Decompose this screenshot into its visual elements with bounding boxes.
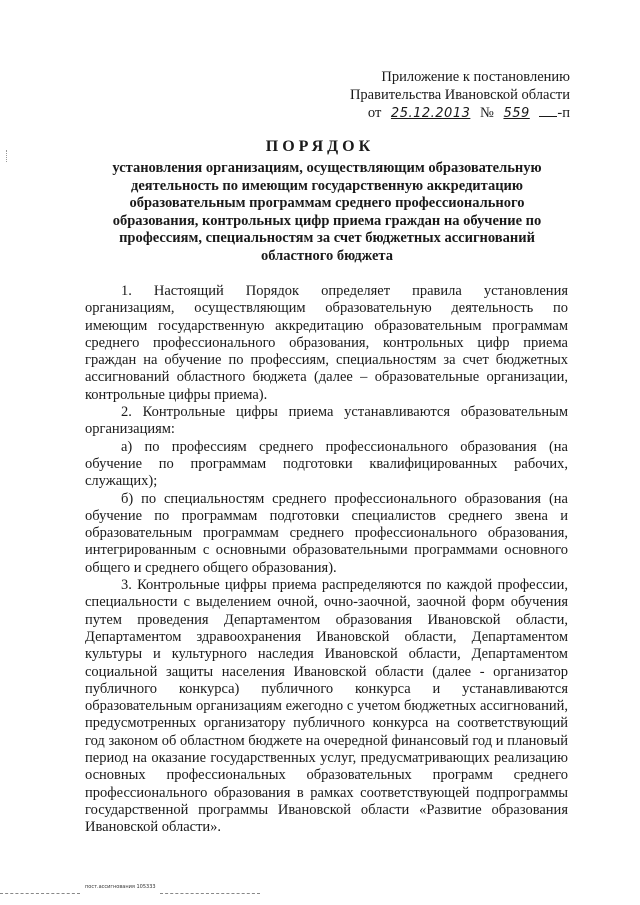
appendix-blank-line <box>539 104 557 117</box>
paragraph-2: 2. Контрольные цифры приема устанавливаются образовательным организациям: <box>85 404 568 438</box>
appendix-line-2: Правительства Ивановской области <box>349 87 570 103</box>
footer-rule-left <box>0 893 80 894</box>
appendix-suffix: -п <box>557 105 570 121</box>
paragraph-3: 3. Контрольные цифры приема распределяются по каждой профессии, специальности с выделением очной, очно-заочной, заочной форм обучения путем проведения Департаментом образования Ивановской области, Департаментом здравоохранения Ивановской области, Департаментом культуры и культурного наследия Ивановской области, Департаментом социальной защиты населения Ивановской области (далее - организатор публичного конкурса) публичного конкурса и устанавливаются образовательным организациям ежегодно с учетом бюджетных ассигнований, предусмотренных организатору публичного конкурса на соответствующий год законом об областном бюджете на очередной финансовый год и плановый период на оказание государственных услуг, предусматривающих реализацию основных профессиональных образовательных программ среднего профессионального образования в рамках соответствующей подпрограммы государственной программы Ивановской области «Развитие образования Ивановской области». <box>85 577 568 836</box>
paragraph-2b: б) по специальностям среднего профессионального образования (на обучение по программам подготовки специалистов среднего звена и образовательным программам среднего профессионального образования, интегрированным с основными образовательными программами основного общего и среднего общего образования). <box>85 490 568 576</box>
document-body <box>85 283 568 837</box>
document-subtitle: установления организациям, осуществляющим образовательную деятельность по имеющим государственную аккредитацию образовательным программам среднего профессионального образования, контрольных цифр приема граждан на обучение по профессиям, специальностям за счет бюджетных ассигнований областного бюджета <box>112 160 542 264</box>
appendix-number: 559 <box>503 106 530 121</box>
appendix-number-sign: № <box>479 105 494 121</box>
paragraph-2a: а) по профессиям среднего профессионального образования (на обучение по программам подготовки квалифицированных рабочих, служащих); <box>85 438 568 490</box>
appendix-from-label: от <box>367 105 382 121</box>
footer-stamp: пост.ассигнования 105333 <box>85 884 156 890</box>
appendix-line-1: Приложение к постановлению <box>381 69 570 85</box>
paragraph-1: 1. Настоящий Порядок определяет правила установления организациям, осуществляющим образовательную деятельность по имеющим государственную аккредитацию образовательным программам среднего профессионального образования, контрольных цифр приема граждан на обучение по профессиям, специальностям за счет бюджетных ассигнований областного бюджета (далее – образовательные организации, контрольные цифры приема). <box>85 283 568 403</box>
document-title: ПОРЯДОК <box>265 138 375 155</box>
appendix-date: 25.12.2013 <box>390 106 471 121</box>
appendix-header <box>330 68 570 123</box>
appendix-line-3 <box>330 104 570 123</box>
footer-rule-right <box>160 893 260 894</box>
